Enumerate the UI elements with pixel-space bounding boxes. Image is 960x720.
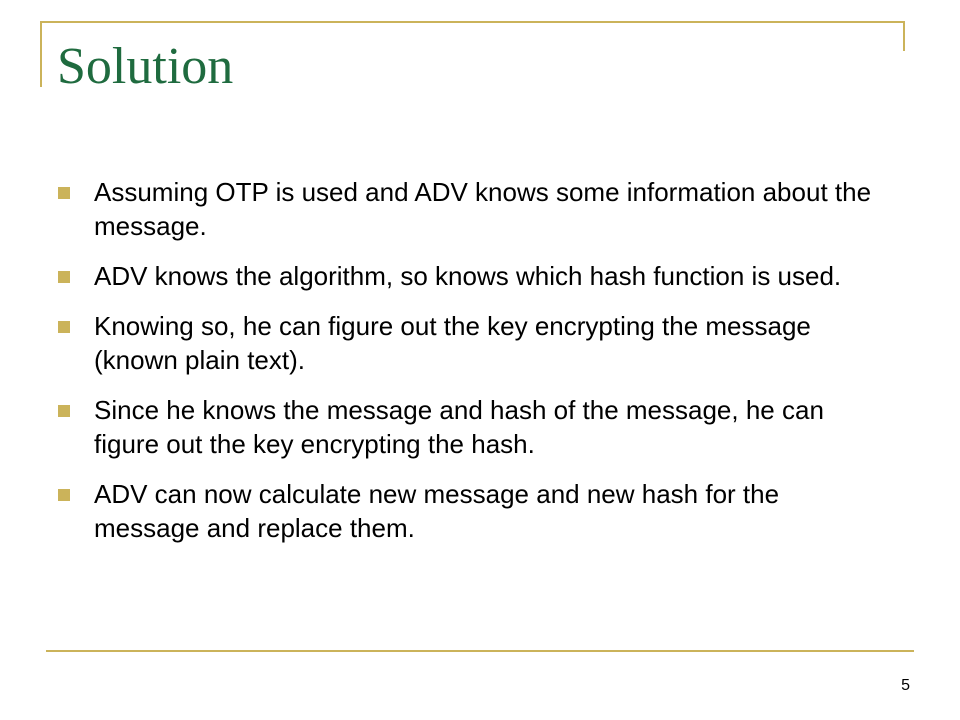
slide-title: Solution (57, 38, 234, 95)
bullet-text: ADV knows the algorithm, so knows which hash function is used. (94, 261, 842, 291)
bullet-text: Assuming OTP is used and ADV knows some information about the message. (94, 177, 872, 241)
bullet-item (58, 477, 888, 545)
bullet-list (58, 175, 888, 561)
bullet-text: ADV can now calculate new message and new hash for the message and replace them. (94, 479, 780, 543)
bullet-item (58, 309, 888, 377)
bullet-item (58, 393, 888, 461)
left-rule (40, 21, 42, 87)
bullet-item (58, 259, 888, 293)
bottom-rule (46, 650, 914, 652)
bullet-item (58, 175, 888, 243)
bullet-text: Knowing so, he can figure out the key encrypting the message (known plain text). (94, 311, 811, 375)
top-rule (40, 21, 905, 23)
square-bullet-icon (58, 405, 70, 417)
square-bullet-icon (58, 187, 70, 199)
page-number: 5 (901, 677, 910, 694)
square-bullet-icon (58, 489, 70, 501)
square-bullet-icon (58, 271, 70, 283)
bullet-text: Since he knows the message and hash of the message, he can figure out the key encrypting the hash. (94, 395, 824, 459)
square-bullet-icon (58, 321, 70, 333)
right-rule (903, 21, 905, 51)
